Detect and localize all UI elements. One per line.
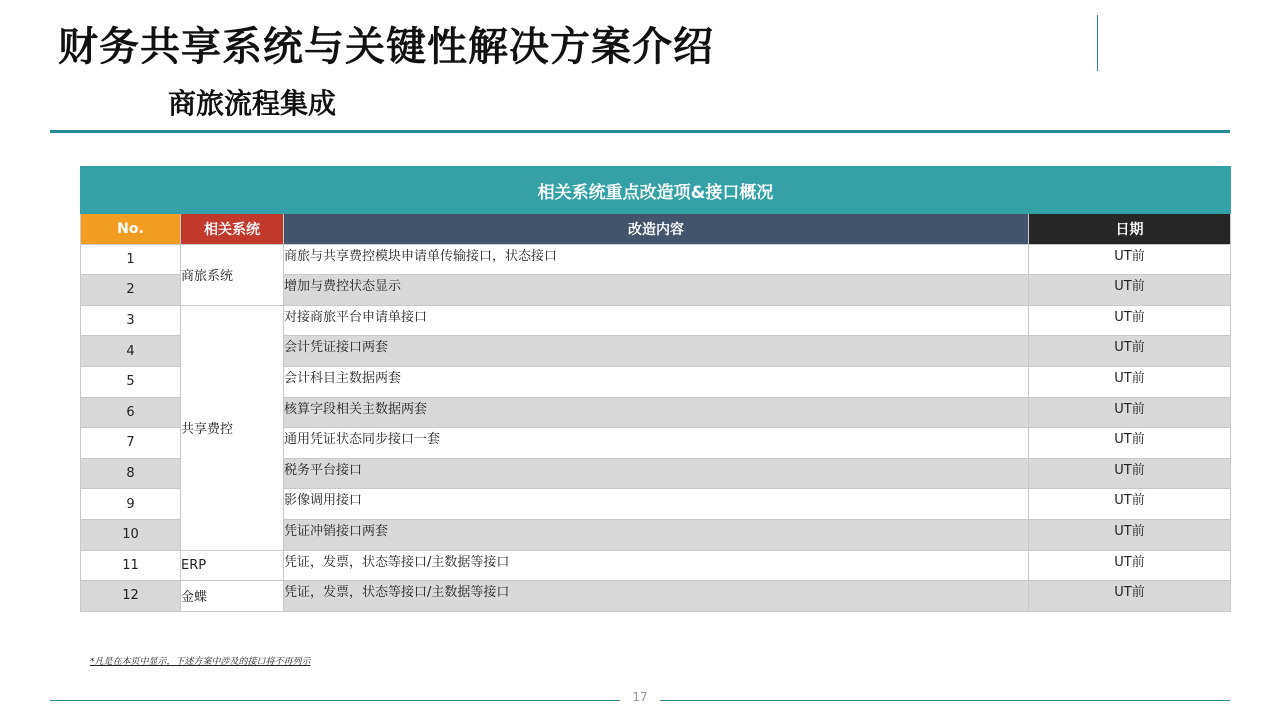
table-row: [81, 244, 1231, 275]
content-cell: 凭证冲销接口两套: [284, 519, 1029, 550]
footnote: *凡是在本页中显示，下述方案中涉及的接口将不再列示: [90, 657, 311, 667]
table-row: [81, 305, 1231, 336]
date-cell: UT前: [1029, 305, 1231, 336]
date-cell: UT前: [1029, 244, 1231, 275]
content-cell: 增加与费控状态显示: [284, 275, 1029, 306]
date-cell: UT前: [1029, 275, 1231, 306]
column-header-date: 日期: [1029, 214, 1231, 245]
row-number: 12: [81, 581, 181, 612]
content-cell: 会计科目主数据两套: [284, 366, 1029, 397]
title-rule: [50, 130, 1230, 133]
date-cell: UT前: [1029, 366, 1231, 397]
footer-rule-left: [50, 700, 620, 701]
row-number: 2: [81, 275, 181, 306]
row-number: 6: [81, 397, 181, 428]
header-divider: [1097, 15, 1098, 71]
date-cell: UT前: [1029, 458, 1231, 489]
row-number: 8: [81, 458, 181, 489]
date-cell: UT前: [1029, 428, 1231, 459]
table-row: [81, 550, 1231, 581]
system-cell: 共享费控: [181, 305, 284, 550]
content-cell: 凭证，发票，状态等接口/主数据等接口: [284, 581, 1029, 612]
date-cell: UT前: [1029, 519, 1231, 550]
system-cell: 商旅系统: [181, 244, 284, 305]
column-header-system: 相关系统: [181, 214, 284, 245]
page-subtitle: 商旅流程集成: [168, 87, 337, 120]
row-number: 5: [81, 366, 181, 397]
content-cell: 通用凭证状态同步接口一套: [284, 428, 1029, 459]
date-cell: UT前: [1029, 336, 1231, 367]
system-cell: 金蝶: [181, 581, 284, 612]
row-number: 3: [81, 305, 181, 336]
row-number: 1: [81, 244, 181, 275]
row-number: 7: [81, 428, 181, 459]
table-caption: 相关系统重点改造项&接口概况: [81, 167, 1231, 214]
content-cell: 凭证，发票，状态等接口/主数据等接口: [284, 550, 1029, 581]
column-header-no: No.: [81, 214, 181, 245]
page-number: 17: [632, 690, 648, 704]
column-header-content: 改造内容: [284, 214, 1029, 245]
content-cell: 商旅与共享费控模块申请单传输接口，状态接口: [284, 244, 1029, 275]
system-cell: ERP: [181, 550, 284, 581]
footer-rule-right: [660, 700, 1230, 701]
date-cell: UT前: [1029, 550, 1231, 581]
date-cell: UT前: [1029, 397, 1231, 428]
date-cell: UT前: [1029, 581, 1231, 612]
interface-table: [80, 166, 1231, 612]
content-cell: 影像调用接口: [284, 489, 1029, 520]
row-number: 11: [81, 550, 181, 581]
table-row: [81, 581, 1231, 612]
row-number: 10: [81, 519, 181, 550]
row-number: 4: [81, 336, 181, 367]
content-cell: 会计凭证接口两套: [284, 336, 1029, 367]
content-cell: 对接商旅平台申请单接口: [284, 305, 1029, 336]
content-cell: 核算字段相关主数据两套: [284, 397, 1029, 428]
page-title: 财务共享系统与关键性解决方案介绍: [58, 24, 714, 70]
content-cell: 税务平台接口: [284, 458, 1029, 489]
date-cell: UT前: [1029, 489, 1231, 520]
row-number: 9: [81, 489, 181, 520]
